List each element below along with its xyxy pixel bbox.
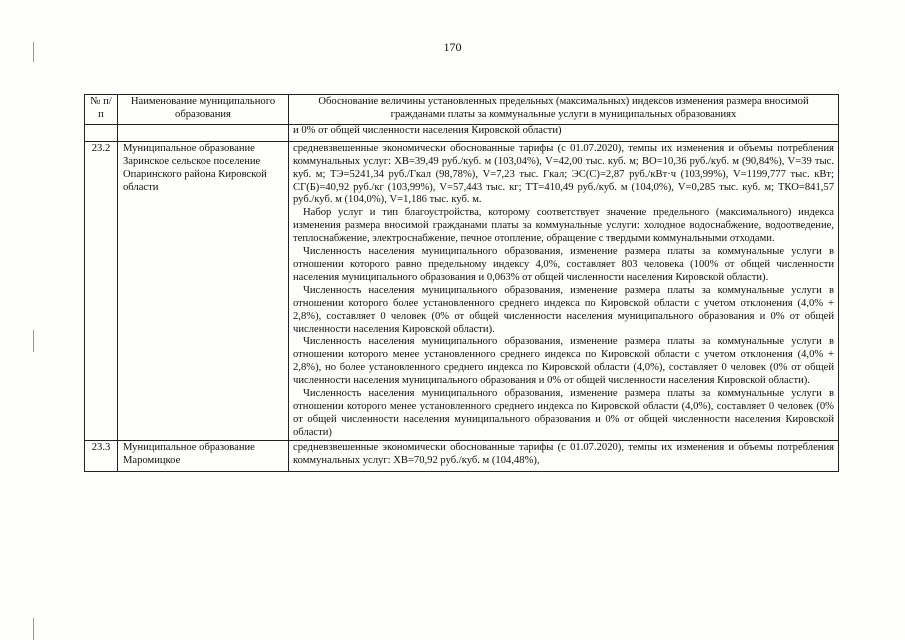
table-row — [85, 440, 839, 471]
continuation-text: и 0% от общей численности населения Кировской области) — [289, 124, 839, 141]
row-number: 23.3 — [85, 440, 118, 471]
header-name: Наименование муниципального образования — [118, 95, 289, 125]
scan-edge-mark — [33, 330, 34, 352]
basis-paragraph: средневзвешенные экономически обоснованные тарифы (с 01.07.2020), темпы их изменения и объемы потребления коммунальных услуг: ХВ=39,49 руб./куб. м (103,04%), V=42,00 тыс. куб. м; ВО=10,36 руб./куб. м (90,84%), V=39 тыс. куб. м; ТЭ=5241,34 руб./Гкал (98,78%), V=7,23 тыс. Гкал; ЭС(С)=2,87 руб./кВт·ч (103,99%), V=1199,777 тыс. кВт; СГ(Б)=40,92 руб./кг (103,99%), V=57,443 тыс. кг; ТТ=410,49 руб./куб. м (104,0%), V=0,285 тыс. куб. м; ТКО=841,57 руб./куб. м (104,0%), V=1,186 тыс. куб. м. — [293, 142, 834, 206]
continuation-name-cell — [118, 124, 289, 141]
basis-paragraph: Численность населения муниципального образования, изменение размера платы за коммунальные услуги в отношении которого более установленного среднего индекса по Кировской области с учетом отклонения (4,0% + 2,8%), составляет 0 человек (0% от общей численности населения муниципального образования и 0% от общей численности населения Кировской области). — [293, 284, 834, 335]
row-number: 23.2 — [85, 141, 118, 440]
basis-text — [289, 141, 839, 440]
basis-paragraph: Численность населения муниципального образования, изменение размера платы за коммунальные услуги в отношении которого менее установленного среднего индекса по Кировской области (4,0%), составляет 0 человек (0% от общей численности населения муниципального образования и 0% от общей численности населения Кировской области) — [293, 388, 834, 438]
basis-text — [289, 440, 839, 471]
scan-edge-mark — [33, 618, 34, 640]
continuation-row — [85, 124, 839, 141]
tariff-index-table — [84, 94, 839, 472]
table-row — [85, 141, 839, 440]
municipality-name: Муниципальное образование Заринское сельское поселение Опаринского района Кировской области — [118, 141, 289, 440]
page-number: 170 — [443, 40, 462, 54]
basis-paragraph: Численность населения муниципального образования, изменение размера платы за коммунальные услуги в отношении которого равно предельному индексу 4,0%, составляет 803 человека (100% от общей численности населения муниципального образования и 0,063% от общей численности населения Кировской области). — [293, 246, 834, 283]
basis-paragraph: средневзвешенные экономически обоснованные тарифы (с 01.07.2020), темпы их изменения и объемы потребления коммунальных услуг: ХВ=70,92 руб./куб. м (104,48%), — [293, 441, 834, 466]
municipality-name: Муниципальное образование Маромицкое — [118, 440, 289, 471]
header-num: № п/п — [85, 95, 118, 125]
scan-edge-mark — [33, 42, 34, 62]
header-basis: Обоснование величины установленных предельных (максимальных) индексов изменения размера вносимой гражданами платы за коммунальные услуги в муниципальных образованиях — [289, 95, 839, 125]
continuation-num-cell — [85, 124, 118, 141]
table-header-row — [85, 95, 839, 125]
basis-paragraph: Набор услуг и тип благоустройства, которому соответствует значение предельного (максимального) индекса изменения размера вносимой гражданами платы за коммунальные услуги: холодное водоснабжение, водоотведение, теплоснабжение, электроснабжение, печное отопление, обращение с твердыми коммунальными отходами. — [293, 207, 834, 245]
basis-paragraph: Численность населения муниципального образования, изменение размера платы за коммунальные услуги в отношении которого менее установленного среднего индекса по Кировской области с учетом отклонения (4,0% + 2,8%), но более установленного среднего индекса по Кировской области (4,0%), составляет 0 человек (0% от общей численности населения муниципального образования и 0% от общей численности населения Кировской области). — [293, 336, 834, 387]
